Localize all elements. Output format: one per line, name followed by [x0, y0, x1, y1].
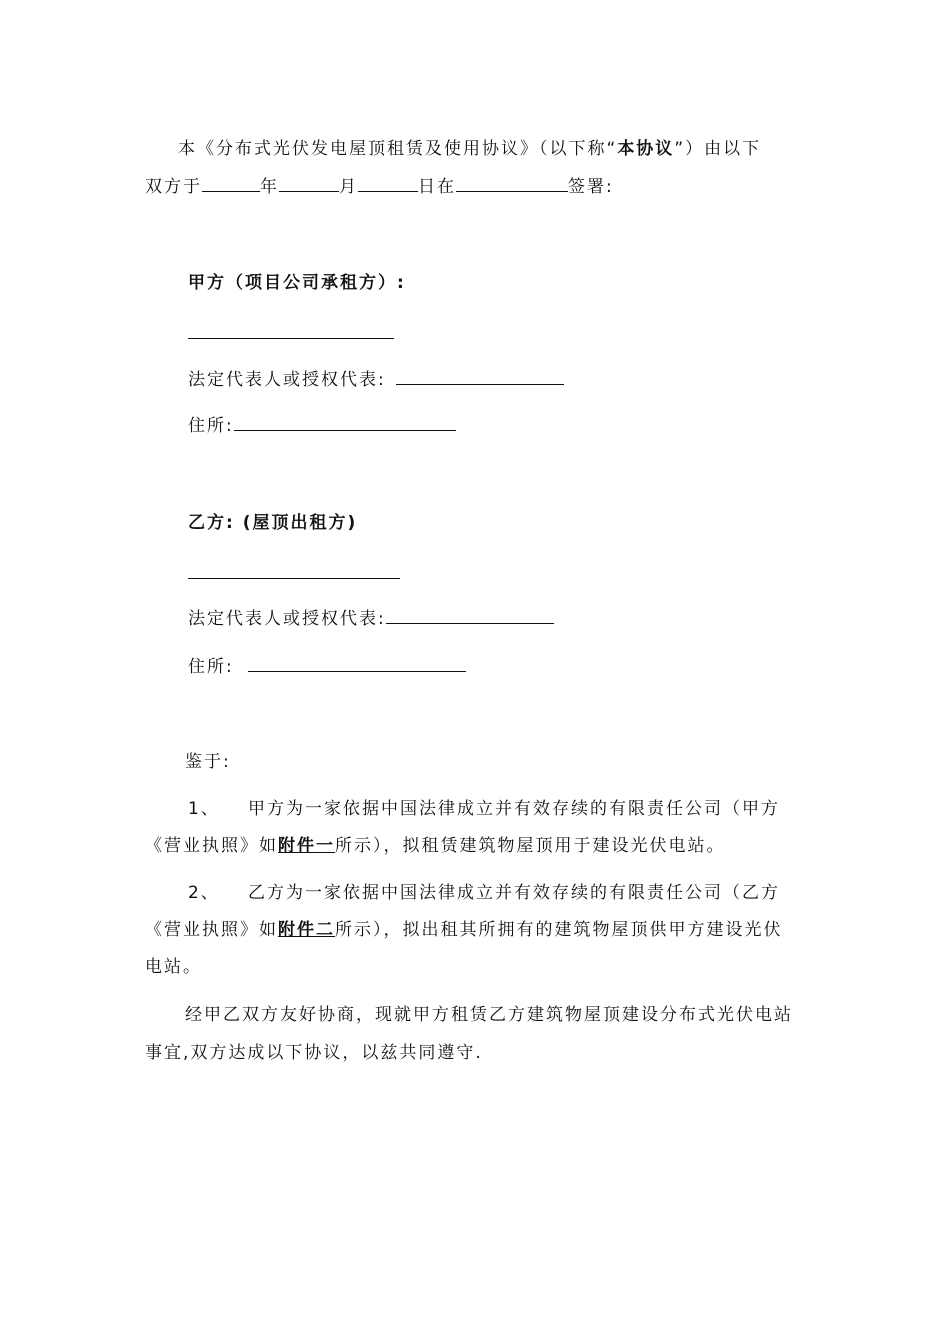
party-a-address-row	[188, 414, 456, 437]
attachment-1-ref: 附件一	[278, 836, 335, 856]
item-1-purpose-text: 所示），拟租赁建筑物屋顶用于建设光伏电站。	[335, 836, 726, 856]
whereas-item-1-line-2	[145, 835, 726, 857]
conclusion-line-2: 事宜,双方达成以下协议，以兹共同遵守.	[145, 1043, 483, 1063]
place-blank[interactable]	[456, 175, 568, 192]
whereas-label: 鉴于:	[185, 752, 231, 772]
year-blank[interactable]	[202, 175, 260, 192]
party-b-rep-blank[interactable]	[386, 607, 554, 624]
party-a-rep-label: 法定代表人或授权代表:	[188, 370, 386, 390]
day-blank[interactable]	[358, 175, 418, 192]
party-b-heading: 乙方: (屋顶出租方)	[188, 513, 358, 533]
party-a-address-label: 住所:	[188, 416, 234, 436]
item-1-license-text: 《营业执照》如	[145, 836, 278, 856]
item-2-license-text: 《营业执照》如	[145, 920, 278, 940]
attachment-2-ref: 附件二	[278, 920, 335, 940]
party-b-address-label: 住所:	[188, 657, 234, 677]
party-a-address-blank[interactable]	[234, 414, 456, 431]
whereas-item-2-number: 2、	[188, 883, 220, 903]
intro-line2-start: 双方于	[145, 177, 202, 197]
whereas-item-2-line-2	[145, 919, 783, 941]
signed-label: 签署:	[568, 177, 614, 197]
party-a-rep-blank[interactable]	[396, 368, 564, 385]
party-a-rep-row	[188, 368, 564, 391]
whereas-item-1-line-1: 甲方为一家依据中国法律成立并有效存续的有限责任公司（甲方	[248, 799, 780, 819]
conclusion-line-1: 经甲乙双方友好协商，现就甲方租赁乙方建筑物屋顶建设分布式光伏电站	[185, 1005, 793, 1025]
year-label: 年	[260, 177, 279, 197]
party-b-address-row	[188, 655, 466, 678]
intro-line-1	[178, 138, 761, 160]
whereas-item-2-line-1: 乙方为一家依据中国法律成立并有效存续的有限责任公司（乙方	[248, 883, 780, 903]
party-b-address-blank[interactable]	[248, 655, 466, 672]
party-a-name-blank[interactable]	[188, 338, 394, 339]
party-b-name-blank[interactable]	[188, 578, 400, 579]
whereas-item-1-number: 1、	[188, 799, 220, 819]
defined-term: 本协议	[617, 139, 675, 159]
party-b-rep-label: 法定代表人或授权代表:	[188, 609, 386, 629]
intro-line-2	[145, 175, 614, 198]
day-label: 日在	[418, 177, 456, 197]
intro-text-part1: 本《分布式光伏发电屋顶租赁及使用协议》（以下称“	[178, 139, 618, 159]
whereas-item-2-line-3: 电站。	[145, 957, 202, 977]
party-a-heading: 甲方（项目公司承租方）:	[188, 273, 406, 293]
item-2-purpose-text: 所示），拟出租其所拥有的建筑物屋顶供甲方建设光伏	[335, 920, 783, 940]
month-label: 月	[339, 177, 358, 197]
party-b-rep-row	[188, 607, 554, 630]
month-blank[interactable]	[279, 175, 339, 192]
intro-text-part2: ”）由以下	[674, 139, 762, 159]
